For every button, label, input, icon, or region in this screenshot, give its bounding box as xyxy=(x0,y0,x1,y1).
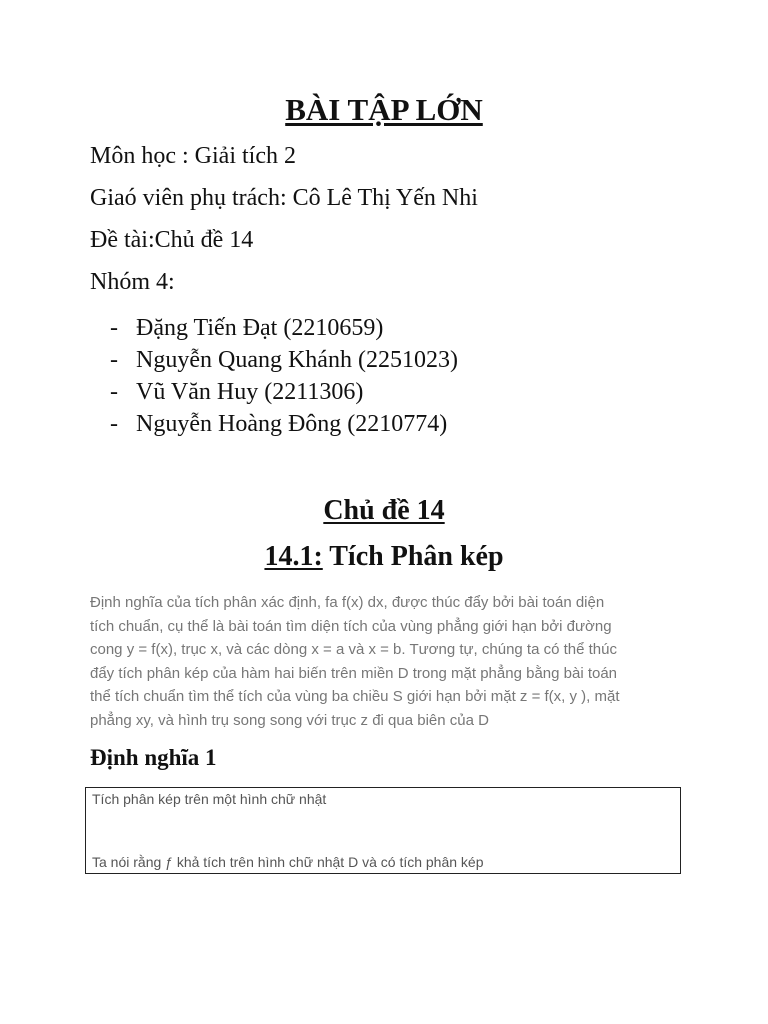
list-bullet: - xyxy=(110,315,118,341)
paragraph-line: phẳng xy, và hình trụ song song với trục z đi qua biên của D xyxy=(90,711,489,729)
section-heading xyxy=(0,541,768,573)
definition-box-title: Tích phân kép trên một hình chữ nhật xyxy=(92,791,327,807)
list-bullet: - xyxy=(110,379,118,405)
member-name: Vũ Văn Huy (2211306) xyxy=(136,379,364,405)
member-item xyxy=(110,376,458,408)
teacher-line: Giaó viên phụ trách: Cô Lê Thị Yến Nhi xyxy=(90,185,478,211)
group-line: Nhóm 4: xyxy=(90,269,175,295)
paragraph-line: thể tích chuẩn tìm thể tích của vùng ba chiều S giới hạn bởi mặt z = f(x, y ), mặt xyxy=(90,688,620,706)
paragraph-line: Định nghĩa của tích phân xác định, fa f(x) dx, được thúc đẩy bởi bài toán diện xyxy=(90,594,605,611)
definition-box-text: Ta nói rằng ƒ khả tích trên hình chữ nhật D và có tích phân kép xyxy=(92,854,484,870)
list-bullet: - xyxy=(110,411,118,437)
member-list xyxy=(110,312,458,440)
subject-line: Môn học : Giải tích 2 xyxy=(90,143,296,169)
paragraph-line: cong y = f(x), trục x, và các dòng x = a và x = b. Tương tự, chúng ta có thể thúc xyxy=(90,641,617,659)
member-item xyxy=(110,344,458,376)
list-bullet: - xyxy=(110,347,118,373)
member-name: Nguyễn Quang Khánh (2251023) xyxy=(136,347,458,373)
topic-line: Đề tài:Chủ đề 14 xyxy=(90,227,254,253)
section-number: 14.1: xyxy=(264,541,323,572)
page-title: BÀI TẬP LỚN xyxy=(285,92,483,127)
paragraph-line: đẩy tích phân kép của hàm hai biến trên miền D trong mặt phẳng bằng bài toán xyxy=(90,664,618,682)
intro-paragraph xyxy=(90,591,680,733)
definition-box xyxy=(85,787,681,874)
member-name: Đặng Tiến Đạt (2210659) xyxy=(136,315,384,341)
member-item xyxy=(110,312,458,344)
definition-heading: Định nghĩa 1 xyxy=(90,745,217,770)
chapter-title: Chủ đề 14 xyxy=(323,495,445,526)
paragraph-line: tích chuẩn, cụ thể là bài toán tìm diện tích của vùng phẳng giới hạn bởi đường xyxy=(90,617,612,635)
member-name: Nguyễn Hoàng Đông (2210774) xyxy=(136,411,448,437)
member-item xyxy=(110,408,458,440)
section-title: Tích Phân kép xyxy=(322,541,504,572)
